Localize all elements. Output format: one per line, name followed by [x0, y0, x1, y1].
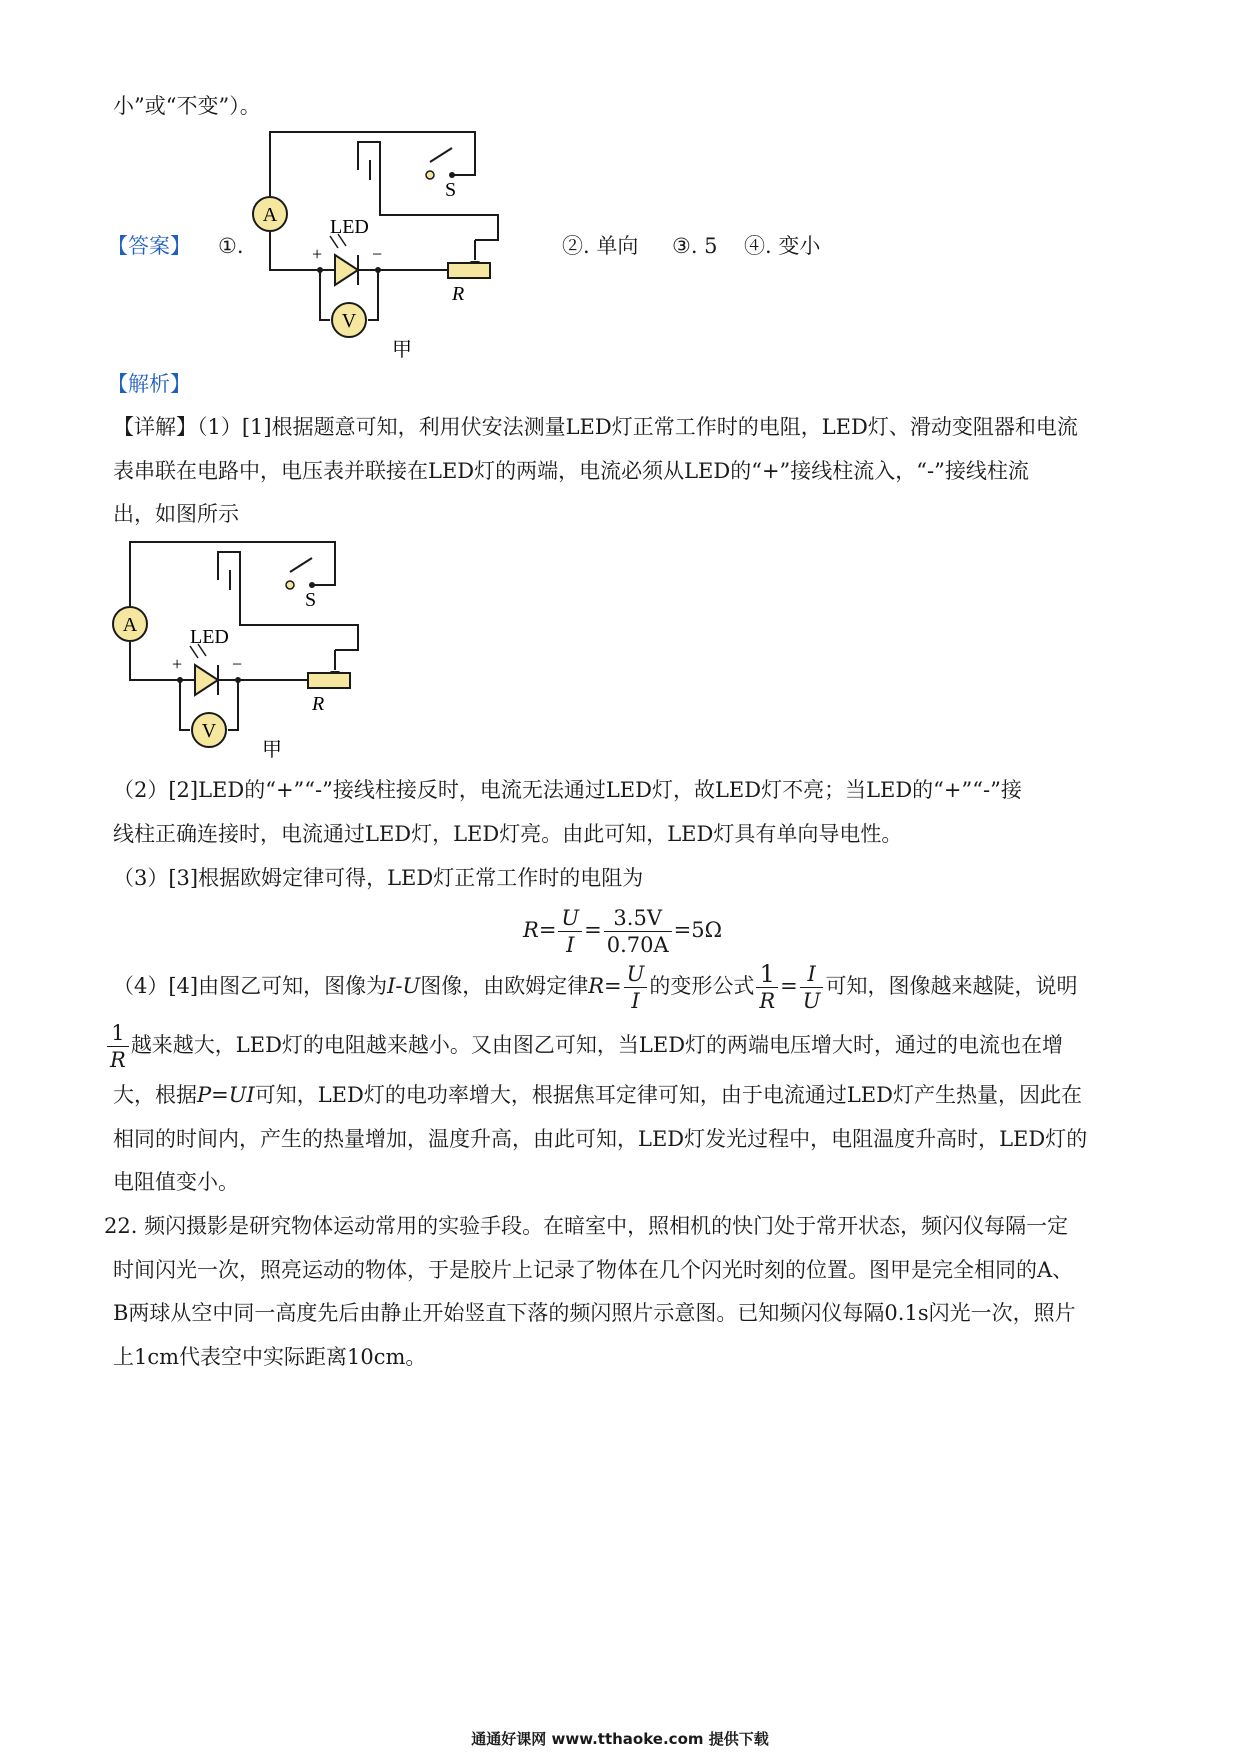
- fraction-current: 0.70A: [606, 933, 669, 957]
- detail-line-10: 相同的时间内，产生的热量增加，温度升高，由此可知，LED灯发光过程中，电阻温度升高时，LED灯的: [113, 1127, 1088, 1151]
- p4-text-a: （4）[4]由图乙可知，图像为: [113, 974, 388, 998]
- formula-equals: =: [538, 918, 557, 942]
- formula-result: =5Ω: [673, 918, 723, 942]
- p4-text-f2: 可知，LED灯的电功率增大，根据焦耳定律可知，由于电流通过LED灯产生热量，因此在: [254, 1083, 1082, 1107]
- analysis-label: 【解析】: [107, 372, 191, 396]
- circuit-diagram-answer: [230, 120, 520, 370]
- switch-label: S: [445, 179, 457, 201]
- p4-fraction-1-over-r: [756, 961, 778, 1014]
- minus-terminal-label: −: [372, 244, 383, 264]
- q22-line-1: 22. 频闪摄影是研究物体运动常用的实验手段。在暗室中，照相机的快门处于常开状态，频闪仪每隔一定: [104, 1214, 1069, 1238]
- fraction-values: [604, 905, 672, 958]
- continued-question-text: 小”或“不变”）。: [113, 94, 261, 118]
- p4-text-f1: 大，根据: [113, 1083, 197, 1107]
- p4-fraction-i2: I: [800, 961, 824, 988]
- ammeter-label: A: [122, 614, 138, 636]
- p4-text-b: 图像，由欧姆定律: [420, 974, 589, 998]
- q22-line-4: 上1cm代表空中实际距离10cm。: [113, 1345, 427, 1369]
- ohm-law-formula: [523, 900, 722, 960]
- p4-iu: I-U: [387, 974, 421, 998]
- p4-text-d: 可知，图像越来越陡，说明: [825, 974, 1078, 998]
- p4-fraction-r-2: R: [110, 1048, 126, 1072]
- minus-terminal-label: −: [232, 654, 243, 674]
- p4-fraction-u2: U: [802, 989, 821, 1013]
- p4-fraction-i-over-u: [800, 961, 824, 1014]
- resistor-label: R: [452, 283, 465, 305]
- page-footer: 通通好课网 www.tthaoke.com 提供下载: [471, 1730, 769, 1748]
- p4-fraction-one: 1: [756, 961, 778, 988]
- answer-item-2: ②. 单向: [562, 234, 639, 258]
- detail-line-5: 线柱正确连接时，电流通过LED灯，LED灯亮。由此可知，LED灯具有单向导电性。: [113, 822, 903, 846]
- q22-line-3: B两球从空中同一高度先后由静止开始竖直下落的频闪照片示意图。已知频闪仪每隔0.1s闪光一次，照片: [113, 1301, 1076, 1325]
- p4-fraction-u-over-i: [624, 961, 648, 1014]
- fraction-u-over-i: [558, 905, 582, 958]
- figure-caption: 甲: [262, 739, 282, 761]
- plus-terminal-label: +: [172, 654, 183, 674]
- fraction-voltage: 3.5V: [604, 905, 672, 932]
- p4-fraction-one-2: 1: [107, 1020, 129, 1047]
- q22-line-2: 时间闪光一次，照亮运动的物体，于是胶片上记录了物体在几个闪光时刻的位置。图甲是完全相同的A、: [113, 1258, 1074, 1282]
- detail-line-6: （3）[3]根据欧姆定律可得，LED灯正常工作时的电阻为: [113, 866, 644, 890]
- answer-item-1: ①.: [218, 234, 244, 258]
- plus-terminal-label: +: [312, 244, 323, 264]
- detail-line-1: 【详解】（1）[1]根据题意可知，利用伏安法测量LED灯正常工作时的电阻，LED灯、滑动变阻器和电流: [113, 415, 1078, 439]
- p4-equals: =: [604, 974, 622, 998]
- p4-r: R: [588, 974, 605, 998]
- detail-line-2: 表串联在电路中，电压表并联接在LED灯的两端，电流必须从LED的“+”接线柱流入，“-”接线柱流: [113, 459, 1029, 483]
- detail-line-4: （2）[2]LED的“+”“-”接线柱接反时，电流无法通过LED灯，故LED灯不亮；当LED的“+”“-”接: [113, 778, 1022, 802]
- voltmeter-label: V: [201, 720, 217, 742]
- p4-pui: P=UI: [197, 1083, 255, 1107]
- led-label: LED: [190, 626, 229, 648]
- detail-line-8: [105, 1015, 1063, 1075]
- p4-fraction-r: R: [759, 989, 776, 1013]
- detail-line-7: [113, 956, 1077, 1016]
- formula-r: R: [523, 918, 539, 942]
- answer-item-3: ③. 5: [672, 234, 718, 258]
- p4-fraction-u: U: [624, 961, 648, 988]
- fraction-i: I: [566, 933, 575, 957]
- answer-item-4: ④. 变小: [744, 234, 821, 258]
- p4-text-e: 越来越大，LED灯的电阻越来越小。又由图乙可知，当LED灯的两端电压增大时，通过的电流也在增: [130, 1033, 1064, 1057]
- detail-line-9: [113, 1081, 1082, 1109]
- formula-equals-2: =: [584, 918, 602, 942]
- p4-equals-2: =: [780, 974, 798, 998]
- resistor-label: R: [312, 693, 325, 715]
- detail-line-11: 电阻值变小。: [113, 1170, 239, 1194]
- p4-text-c: 的变形公式: [649, 974, 755, 998]
- p4-fraction-i: I: [631, 989, 640, 1013]
- answer-label: 【答案】: [107, 234, 191, 258]
- fraction-u: U: [558, 905, 582, 932]
- p4-fraction-1-over-r-2: [107, 1020, 129, 1073]
- figure-caption: 甲: [392, 339, 412, 361]
- ammeter-label: A: [262, 204, 278, 226]
- led-label: LED: [330, 216, 369, 238]
- voltmeter-label: V: [341, 310, 357, 332]
- detail-line-3: 出，如图所示: [113, 502, 239, 526]
- circuit-diagram-solution: [90, 530, 380, 780]
- switch-label: S: [305, 589, 317, 611]
